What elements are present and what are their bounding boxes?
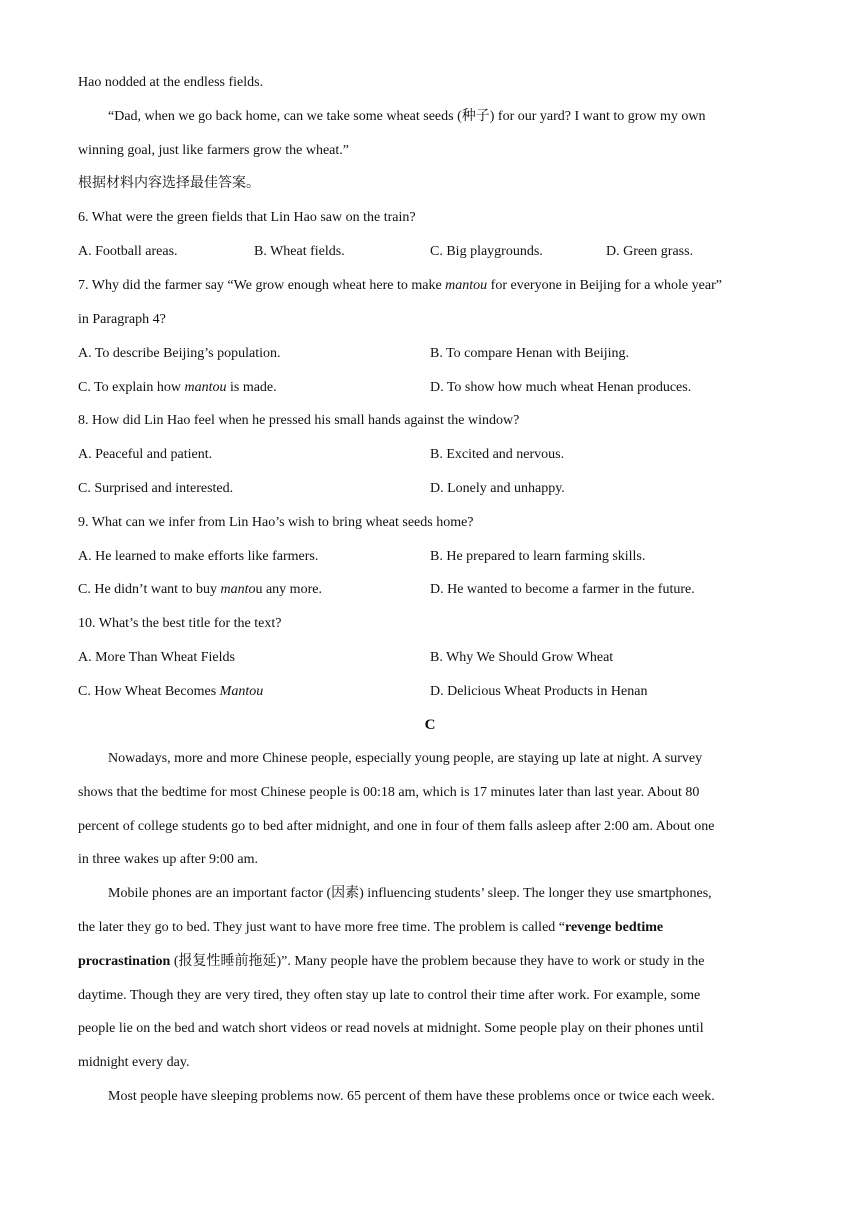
option-d: D. Delicious Wheat Products in Henan <box>430 684 648 699</box>
question-stem: 10. What’s the best title for the text? <box>78 616 282 631</box>
passage-line: percent of college students go to bed after midnight, and one in four of them falls asleep after 2:00 am. About one <box>78 819 715 834</box>
option-d: D. Green grass. <box>606 244 694 259</box>
passage-line <box>78 945 790 979</box>
passage-text: the later they go to bed. They just want to have more free time. The problem is called “ <box>78 920 565 935</box>
option-c <box>78 573 322 607</box>
question-stem: 6. What were the green fields that Lin Hao saw on the train? <box>78 210 416 225</box>
question-stem: 9. What can we infer from Lin Hao’s wish to bring wheat seeds home? <box>78 515 474 530</box>
passage-line: shows that the bedtime for most Chinese people is 00:18 am, which is 17 minutes later than last year. About 80 <box>78 785 700 800</box>
option-text: C. To explain how <box>78 380 185 395</box>
passage-line: Mobile phones are an important factor (因素) influencing students’ sleep. The longer they use smartphones, <box>108 886 712 901</box>
passage-line: Hao nodded at the endless fields. <box>78 75 264 90</box>
option-c: C. Surprised and interested. <box>78 481 234 496</box>
question-stem: 8. How did Lin Hao feel when he pressed his small hands against the window? <box>78 413 520 428</box>
passage-line: people lie on the bed and watch short videos or read novels at midnight. Some people play on their phones until <box>78 1021 704 1036</box>
option-a: A. To describe Beijing’s population. <box>78 346 281 361</box>
stem-text: 7. Why did the farmer say “We grow enough wheat here to make <box>78 278 446 293</box>
option-text: u any more. <box>255 582 322 597</box>
option-a: A. Peaceful and patient. <box>78 447 213 462</box>
option-row <box>78 371 798 405</box>
key-term: revenge bedtime <box>565 920 664 935</box>
option-italic: mantou <box>184 380 227 395</box>
option-b: B. Excited and nervous. <box>430 447 565 462</box>
option-text: C. He didn’t want to buy <box>78 582 221 597</box>
option-c <box>78 675 263 709</box>
option-row <box>78 540 798 574</box>
passage-line: “Dad, when we go back home, can we take some wheat seeds (种子) for our yard? I want to grow my own <box>108 109 706 124</box>
passage-text: (报复性睡前拖延)”. Many people have the problem because they have to work or study in the <box>170 954 705 969</box>
option-c: C. Big playgrounds. <box>430 244 543 259</box>
option-row <box>78 235 798 269</box>
option-row <box>78 573 798 607</box>
option-italic: Mantou <box>219 684 264 699</box>
passage-line: daytime. Though they are very tired, they often stay up late to control their time after work. For example, some <box>78 988 701 1003</box>
passage-line: winning goal, just like farmers grow the wheat.” <box>78 143 349 158</box>
passage-line: in three wakes up after 9:00 am. <box>78 852 258 867</box>
option-text: is made. <box>226 380 277 395</box>
option-italic: manto <box>220 582 256 597</box>
passage-line: Nowadays, more and more Chinese people, especially young people, are staying up late at night. A survey <box>108 751 703 766</box>
option-c <box>78 371 277 405</box>
instruction: 根据材料内容选择最佳答案。 <box>78 176 260 191</box>
option-a: A. Football areas. <box>78 244 178 259</box>
passage-line <box>78 911 790 945</box>
option-b: B. He prepared to learn farming skills. <box>430 549 646 564</box>
option-d: D. He wanted to become a farmer in the future. <box>430 582 695 597</box>
option-row <box>78 472 798 506</box>
option-d: D. Lonely and unhappy. <box>430 481 565 496</box>
section-title: C <box>424 717 436 733</box>
option-b: B. Why We Should Grow Wheat <box>430 650 614 665</box>
stem-italic: mantou <box>445 278 488 293</box>
stem-text: for everyone in Beijing for a whole year” <box>487 278 722 293</box>
option-row <box>78 675 798 709</box>
option-row <box>78 641 798 675</box>
option-a: A. He learned to make efforts like farmers. <box>78 549 319 564</box>
question-stem-cont: in Paragraph 4? <box>78 312 166 327</box>
passage-line: Most people have sleeping problems now. 65 percent of them have these problems once or twice each week. <box>108 1089 715 1104</box>
question-stem <box>78 269 790 303</box>
option-d: D. To show how much wheat Henan produces. <box>430 380 692 395</box>
option-a: A. More Than Wheat Fields <box>78 650 235 665</box>
option-row <box>78 438 798 472</box>
passage-line: midnight every day. <box>78 1055 190 1070</box>
option-text: C. How Wheat Becomes <box>78 684 220 699</box>
key-term: procrastination <box>78 954 171 969</box>
option-b: B. To compare Henan with Beijing. <box>430 346 630 361</box>
option-row <box>78 337 798 371</box>
option-b: B. Wheat fields. <box>254 244 345 259</box>
